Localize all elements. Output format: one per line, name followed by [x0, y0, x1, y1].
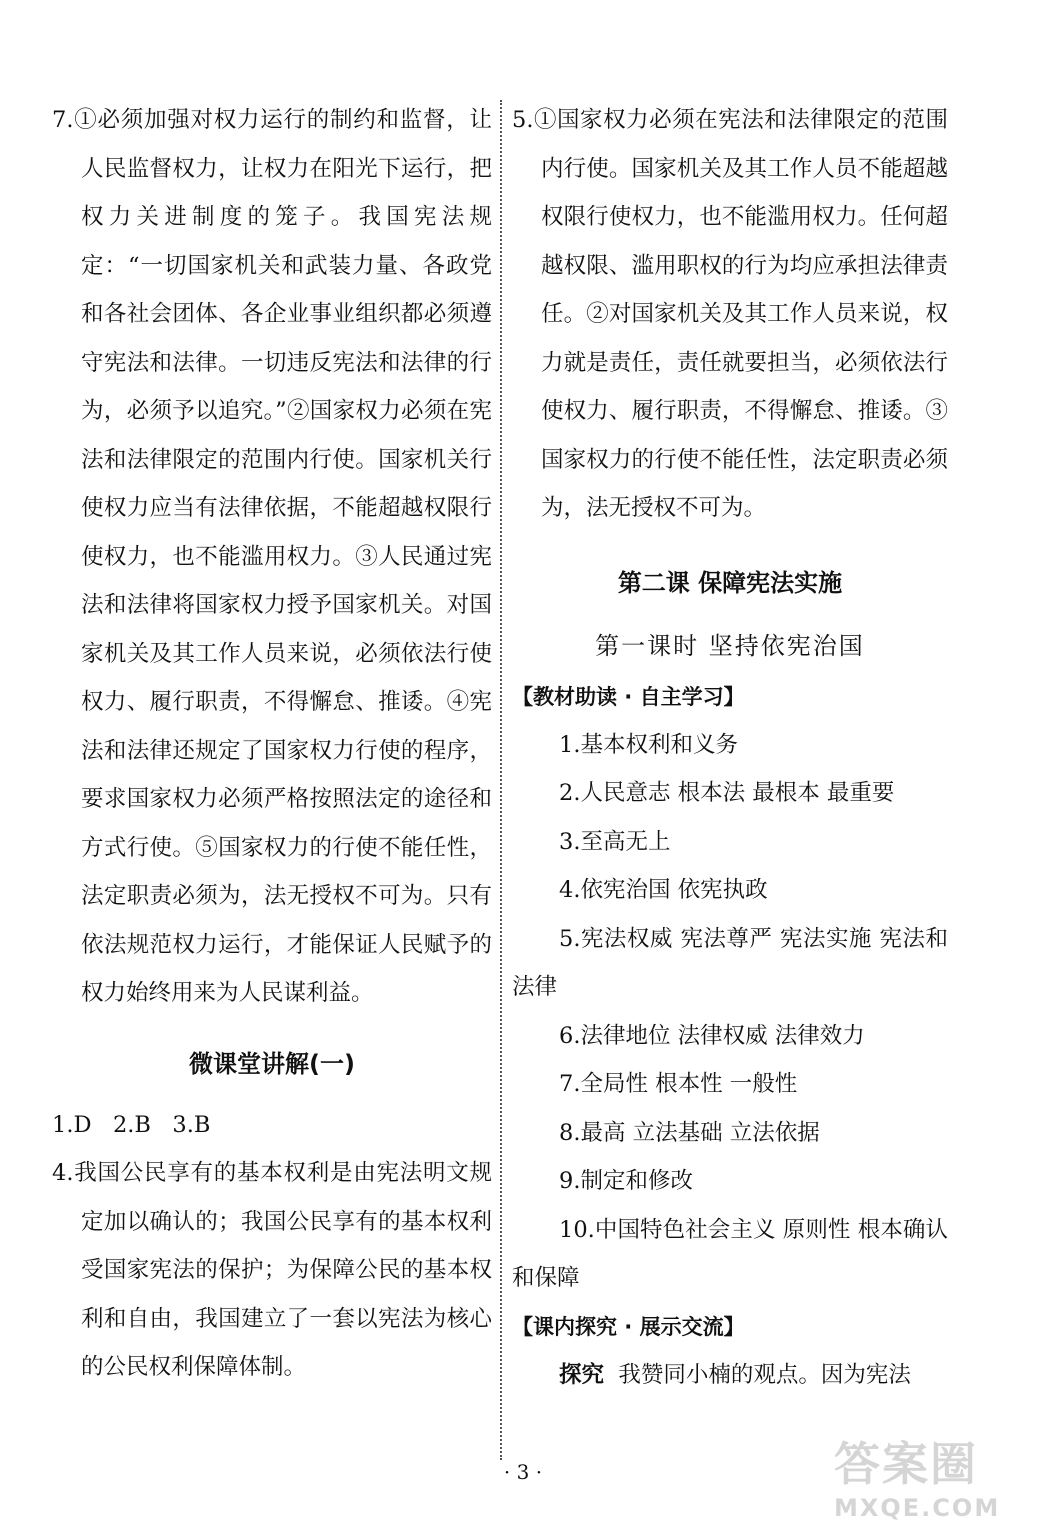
section-textbook-reading: 【教材助读 · 自主学习】: [512, 684, 745, 709]
explore-text: 我赞同小楠的观点。因为宪法: [604, 1361, 911, 1388]
answers-1-3: 1.D 2.B 3.B: [52, 1111, 211, 1138]
list-item: 5.宪法权威 宪法尊严 宪法实施 宪法和法律: [512, 925, 948, 1000]
section-class-exploration: 【课内探究 · 展示交流】: [512, 1314, 745, 1339]
answer-5: 5.①国家权力必须在宪法和法律限定的范围内行使。国家机关及其工作人员不能超越权限行使权力，也不能滥用权力。任何超越权限、滥用职权的行为均应承担法律责任。②对国家机关及其工作人员来说，权力就是责任，责任就要担当，必须依法行使权力、履行职责，不得懈怠、推诿。③国家权力的行使不能任性，法定职责必须为，法无授权不可为。: [512, 107, 948, 521]
list-item: 7.全局性 根本性 一般性: [559, 1071, 798, 1097]
answer-7: 7.①必须加强对权力运行的制约和监督，让人民监督权力，让权力在阳光下运行，把权力关进制度的笼子。我国宪法规定：“一切国家机关和武装力量、各政党和各社会团体、各企业事业组织都必须遵守宪法和法律。一切违反宪法和法律的行为，必须予以追究。”②国家权力必须在宪法和法律限定的范围内行使。国家机关行使权力应当有法律依据，不能超越权限行使权力，也不能滥用权力。③人民通过宪法和法律将国家权力授予国家机关。对国家机关及其工作人员来说，必须依法行使权力、履行职责，不得懈怠、推诿。④宪法和法律还规定了国家权力行使的程序，要求国家权力必须严格按照法定的途径和方式行使。⑤国家权力的行使不能任性，法定职责必须为，法无授权不可为。只有依法规范权力运行，才能保证人民赋予的权力始终用来为人民谋利益。: [52, 107, 492, 1006]
period-title: 第一课时 坚持依宪治国: [595, 631, 865, 660]
lesson-title: 第二课 保障宪法实施: [617, 568, 843, 597]
watermark-text: 答案圈: [834, 1437, 978, 1491]
explore-answer: [512, 1351, 948, 1400]
list-item: 2.人民意志 根本法 最根本 最重要: [559, 780, 895, 806]
list-item: 9.制定和修改: [559, 1168, 693, 1194]
list-item: 3.至高无上: [559, 828, 671, 855]
watermark-logo: [834, 1428, 1034, 1528]
watermark-url: MXQE.COM: [834, 1494, 1001, 1522]
micro-lecture-title: 微课堂讲解(一): [189, 1049, 355, 1078]
page-number: · 3 ·: [503, 1460, 543, 1484]
explore-label: 探究: [559, 1361, 605, 1388]
right-column: [512, 96, 948, 1399]
answer-list: [512, 721, 948, 1303]
list-item: 4.依宪治国 依宪执政: [559, 877, 768, 903]
list-item: 8.最高 立法基础 立法依据: [559, 1119, 820, 1146]
left-column: [52, 96, 492, 1392]
list-item: 6.法律地位 法律权威 法律效力: [559, 1022, 865, 1049]
list-item: 10.中国特色社会主义 原则性 根本确认和保障: [512, 1216, 948, 1291]
answer-4: 4.我国公民享有的基本权利是由宪法明文规定加以确认的；我国公民享有的基本权利受国家宪法的保护；为保障公民的基本权利和自由，我国建立了一套以宪法为核心的公民权利保障体制。: [52, 1160, 492, 1380]
column-divider: [500, 100, 502, 1460]
list-item: 1.基本权利和义务: [559, 731, 738, 758]
